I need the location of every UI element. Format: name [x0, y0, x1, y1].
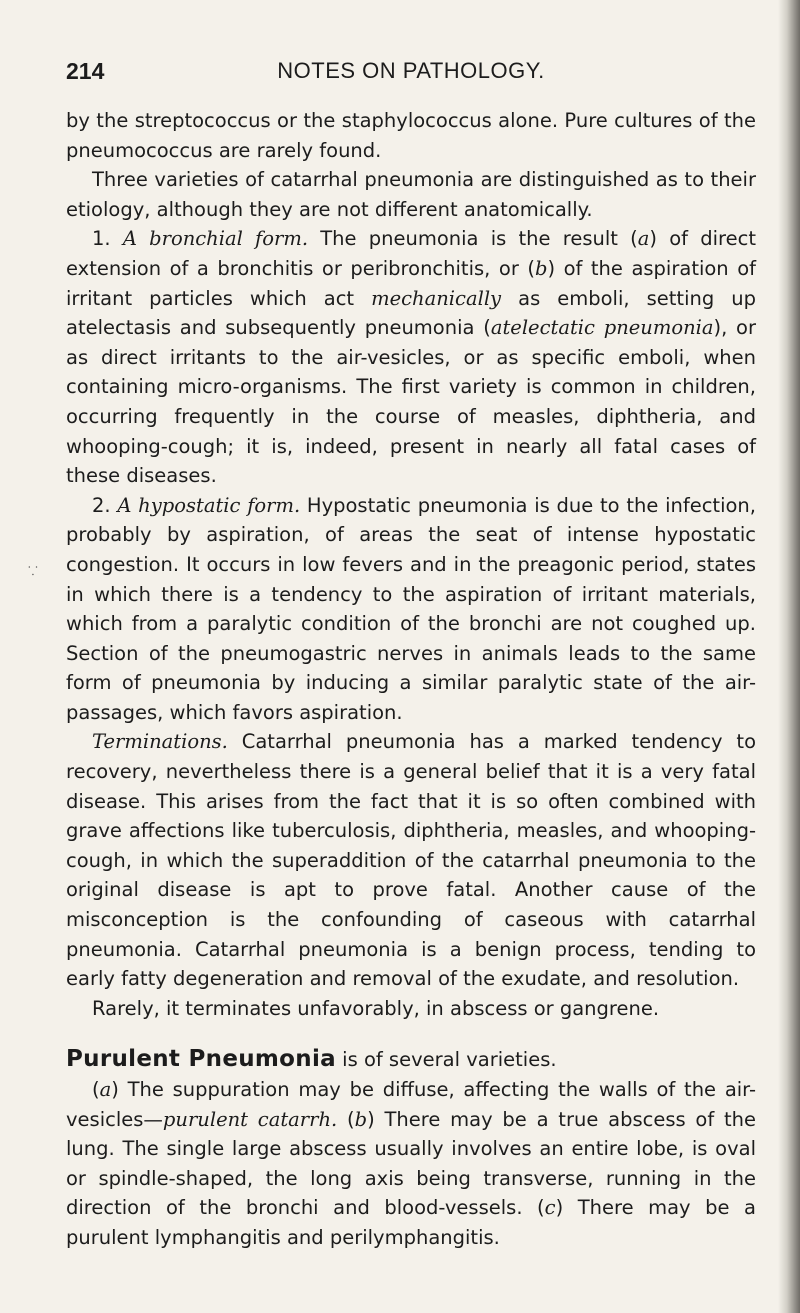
book-page: [66, 52, 756, 1253]
page-number: 214: [66, 58, 105, 84]
scan-mark-icon: ⸪: [28, 564, 38, 578]
paragraph-rarely: Rarely, it terminates unfavorably, in abscess or gangrene.: [92, 996, 660, 1020]
section-heading-purulent-pneumonia: Purulent Pneumonia: [66, 1046, 336, 1073]
running-head: NOTES ON PATHOLOGY.: [277, 58, 545, 83]
paragraph-purulent-pneumonia: Purulent Pneumonia is of several varieties.: [66, 1046, 557, 1073]
paragraph-bronchial-form: 1. A bronchial form. The pneumonia is the result (a) of direct extension of a bronchitis or peribronchitis, or (b) of the aspiration of irritant particles which act mechanically as emboli, setting up atelectasis and subsequently pneumonia (atelectatic pneumonia), or as direct irritants to the air-vesicles, or as specific emboli, when containing micro-organisms. The first variety is common in children, occurring frequently in the course of measles, diphtheria, and whooping-cough; it is, indeed, present in nearly all fatal cases of these diseases.: [66, 227, 757, 488]
subheading-terminations: Terminations.: [92, 730, 228, 754]
subheading-hypostatic-form: A hypostatic form.: [117, 493, 301, 517]
subheading-bronchial-form: A bronchial form.: [122, 227, 309, 251]
body-text: [66, 106, 756, 1253]
page-header: [66, 52, 756, 92]
page-edge-shadow: [778, 0, 800, 1313]
paragraph-suppuration: (a) The suppuration may be diffuse, affecting the walls of the air-vesicles—purulent catarrh. (b) There may be a true abscess of the lung. The single large abscess usually involves an entire lobe, is oval or spindle-shaped, the long axis being transverse, running in the direction of the bronchi and blood-vessels. (c) There may be a purulent lymphangitis and perilymphangitis.: [66, 1078, 757, 1249]
paragraph-terminations: Terminations. Catarrhal pneumonia has a marked tendency to recovery, nevertheless there is a general belief that it is a very fatal disease. This arises from the fact that it is so often combined with grave affections like tuberculosis, diphtheria, measles, and whooping-cough, in which the superaddition of the catarrhal pneumonia to the original disease is apt to prove fatal. Another cause of the misconception is the confounding of caseous with catarrhal pneumonia. Catarrhal pneumonia is a benign process, tending to early fatty degeneration and removal of the exudate, and resolution.: [66, 730, 756, 991]
paragraph-2: Three varieties of catarrhal pneumonia are distinguished as to their etiology, although they are not different anatomically.: [66, 168, 756, 221]
paragraph-1: by the streptococcus or the staphylococcus alone. Pure cultures of the pneumococcus are rarely found.: [66, 109, 756, 162]
paragraph-hypostatic-form: 2. A hypostatic form. Hypostatic pneumonia is due to the infection, probably by aspiration, of areas the seat of intense hypostatic congestion. It occurs in low fevers and in the preagonic period, states in which there is a tendency to the aspiration of irritant materials, which from a paralytic condition of the bronchi are not coughed up. Section of the pneumogastric nerves in animals leads to the same form of pneumonia by inducing a similar paralytic state of the air-passages, which favors aspiration.: [66, 493, 756, 724]
